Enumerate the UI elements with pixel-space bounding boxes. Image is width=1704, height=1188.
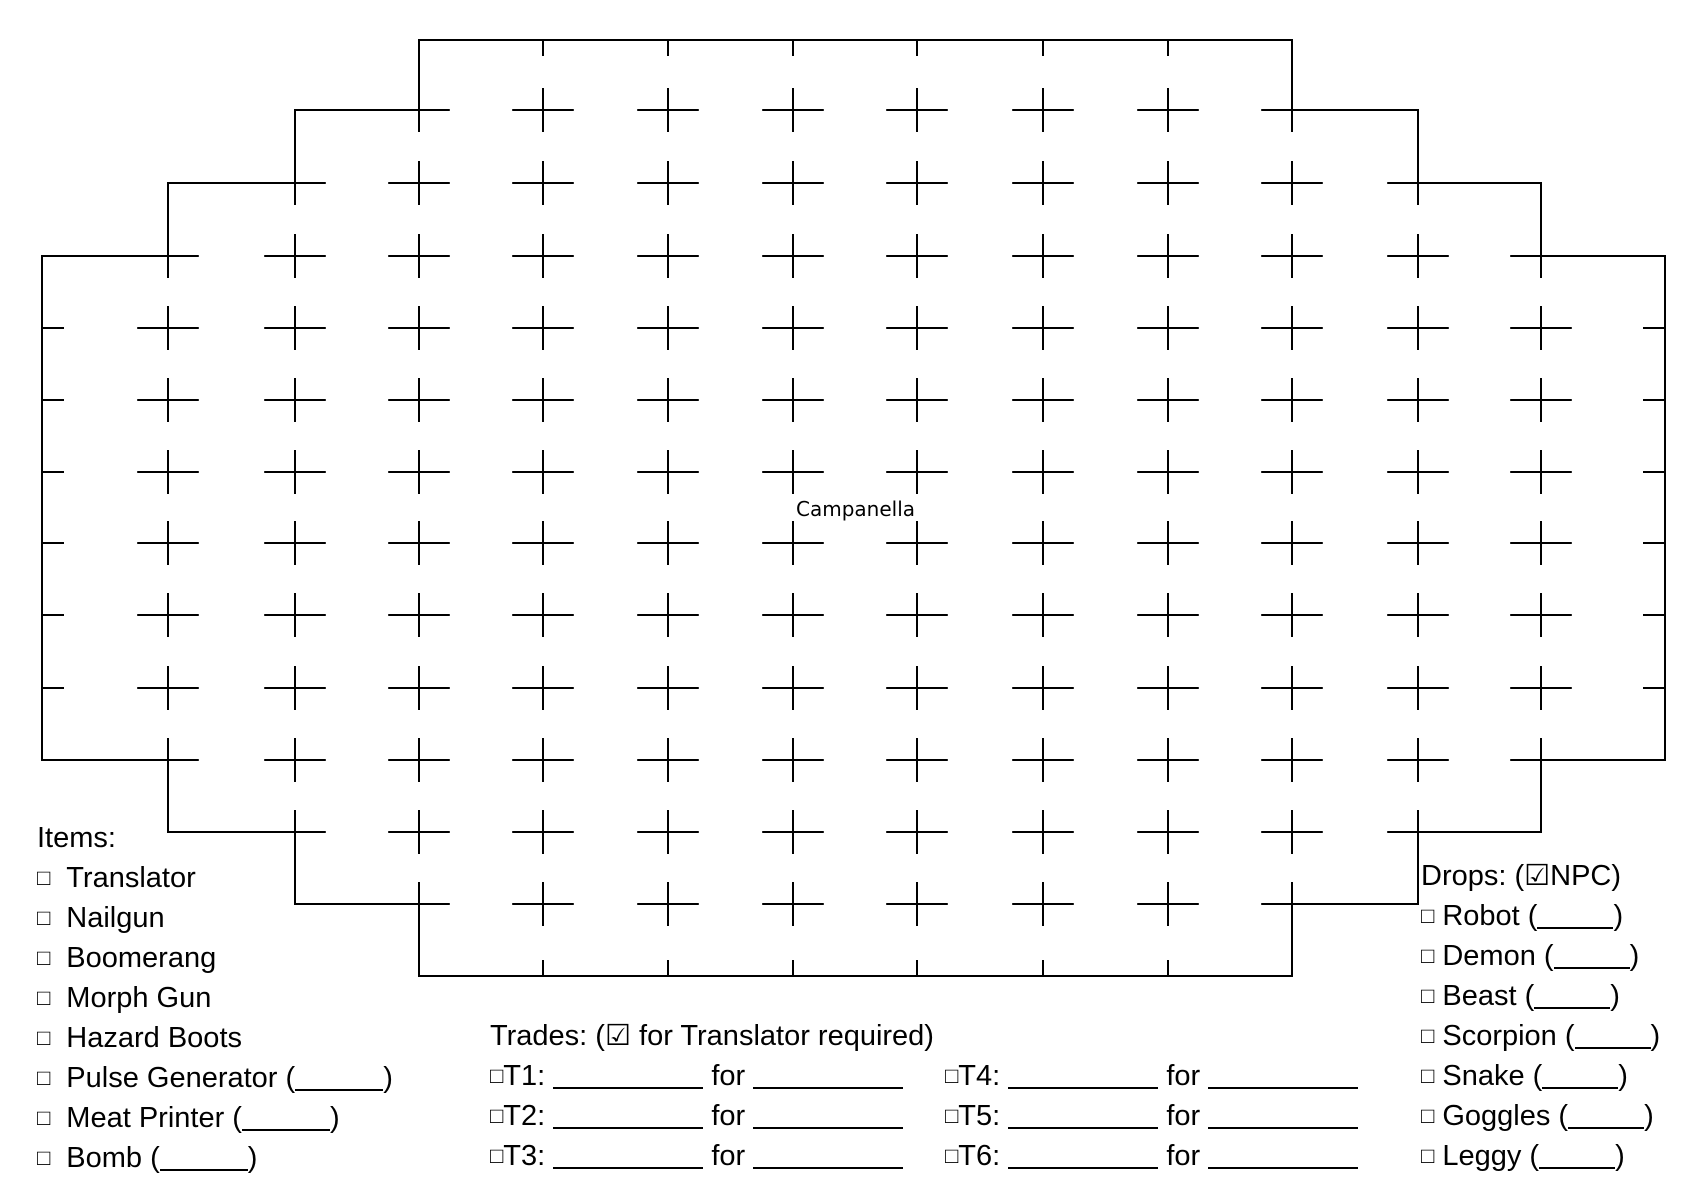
item-row <box>37 938 216 980</box>
checkbox[interactable]: □ <box>37 1105 51 1130</box>
trade-label: T4: <box>958 1060 1009 1092</box>
drop-row <box>1421 1136 1625 1178</box>
trade-for: for <box>703 1060 754 1092</box>
item-label: Pulse Generator ( <box>66 1062 296 1094</box>
drops-heading <box>1421 856 1621 896</box>
checkbox[interactable]: □ <box>37 1065 51 1090</box>
drop-close: ) <box>1610 980 1620 1012</box>
blank-line <box>1208 1141 1358 1169</box>
drop-label: Goggles ( <box>1434 1100 1569 1132</box>
drop-row <box>1421 1016 1660 1058</box>
checkbox[interactable]: □ <box>1421 903 1435 928</box>
blank-line <box>553 1061 703 1089</box>
item-close: ) <box>329 1102 340 1134</box>
item-label: Morph Gun <box>66 982 212 1014</box>
blank-line <box>553 1141 703 1169</box>
trade-label: T6: <box>958 1140 1009 1172</box>
trade-row <box>945 1056 1358 1098</box>
trade-for: for <box>703 1100 754 1132</box>
checkbox[interactable]: □ <box>945 1143 959 1168</box>
checkbox[interactable]: □ <box>490 1063 504 1088</box>
checkbox[interactable]: □ <box>1421 1063 1435 1088</box>
blank-line <box>753 1141 903 1169</box>
blank-line <box>1008 1101 1158 1129</box>
drops-heading-prefix: Drops: ( <box>1421 860 1525 892</box>
drop-label: Robot ( <box>1434 900 1538 932</box>
drop-close: ) <box>1615 1140 1625 1172</box>
trade-for: for <box>1158 1100 1209 1132</box>
item-row <box>37 1018 242 1060</box>
item-row <box>37 898 165 940</box>
item-row <box>37 858 196 900</box>
blank-line <box>1575 1021 1651 1049</box>
trade-row <box>945 1136 1358 1178</box>
checkbox[interactable]: □ <box>1421 983 1435 1008</box>
checkbox[interactable]: □ <box>37 905 51 930</box>
item-label: Bomb ( <box>66 1142 160 1174</box>
trades-heading <box>490 1016 934 1056</box>
drop-close: ) <box>1613 900 1624 932</box>
drop-row <box>1421 976 1620 1018</box>
item-row <box>37 1098 340 1140</box>
checkbox[interactable]: □ <box>945 1103 959 1128</box>
blank-line <box>1008 1141 1158 1169</box>
checkbox[interactable]: □ <box>37 945 51 970</box>
trade-for: for <box>1158 1140 1209 1172</box>
blank-line <box>1208 1101 1358 1129</box>
trades-heading-prefix: Trades: ( <box>490 1020 605 1052</box>
blank-line <box>1534 981 1610 1009</box>
item-label: Hazard Boots <box>66 1022 242 1054</box>
blank-line <box>753 1061 903 1089</box>
blank-line <box>295 1063 383 1091</box>
trades-heading-suffix: for Translator required) <box>630 1020 934 1052</box>
drop-row <box>1421 1056 1628 1098</box>
checkbox[interactable]: □ <box>945 1063 959 1088</box>
blank-line <box>1537 901 1613 929</box>
trade-label: T3: <box>503 1140 554 1172</box>
drop-close: ) <box>1650 1020 1661 1052</box>
item-label: Boomerang <box>66 942 217 974</box>
blank-line <box>1008 1061 1158 1089</box>
drop-close: ) <box>1618 1060 1628 1092</box>
blank-line <box>553 1101 703 1129</box>
drop-close: ) <box>1644 1100 1654 1132</box>
item-close: ) <box>383 1062 393 1094</box>
drop-row <box>1421 936 1639 978</box>
drop-close: ) <box>1629 940 1640 972</box>
checkbox[interactable]: □ <box>1421 1143 1435 1168</box>
checked-box-icon: ☑ <box>1524 860 1551 892</box>
location-label-campanella: Campanella <box>796 497 916 521</box>
trade-for: for <box>1158 1060 1209 1092</box>
trade-row <box>945 1096 1358 1138</box>
drop-label: Leggy ( <box>1434 1140 1540 1172</box>
item-label: Meat Printer ( <box>66 1102 242 1134</box>
item-label: Translator <box>66 862 196 894</box>
trade-label: T5: <box>958 1100 1009 1132</box>
blank-line <box>753 1101 903 1129</box>
checked-box-icon: ☑ <box>604 1020 631 1052</box>
item-row <box>37 1138 257 1180</box>
drop-row <box>1421 1096 1654 1138</box>
trade-row <box>490 1096 903 1138</box>
items-heading: Items: <box>37 822 116 854</box>
checkbox[interactable]: □ <box>490 1103 504 1128</box>
trade-row <box>490 1056 903 1098</box>
blank-line <box>160 1143 248 1171</box>
checkbox[interactable]: □ <box>490 1143 504 1168</box>
blank-line <box>1539 1141 1615 1169</box>
checkbox[interactable]: □ <box>37 985 51 1010</box>
trade-row <box>490 1136 903 1178</box>
checkbox[interactable]: □ <box>37 865 51 890</box>
trade-for: for <box>703 1140 754 1172</box>
item-row <box>37 978 211 1020</box>
item-label: Nailgun <box>66 902 165 934</box>
blank-line <box>1554 941 1630 969</box>
checkbox[interactable]: □ <box>37 1145 51 1170</box>
blank-line <box>242 1103 330 1131</box>
item-close: ) <box>247 1142 258 1174</box>
drop-label: Scorpion ( <box>1434 1020 1575 1052</box>
blank-line <box>1568 1101 1644 1129</box>
trade-label: T2: <box>503 1100 554 1132</box>
drop-label: Snake ( <box>1434 1060 1543 1092</box>
drop-row <box>1421 896 1623 938</box>
drop-label: Beast ( <box>1434 980 1535 1012</box>
checkbox[interactable]: □ <box>1421 1103 1435 1128</box>
drops-heading-suffix: NPC) <box>1550 860 1622 892</box>
checkbox[interactable]: □ <box>1421 1023 1435 1048</box>
blank-line <box>1542 1061 1618 1089</box>
drop-label: Demon ( <box>1434 940 1554 972</box>
item-row <box>37 1058 393 1100</box>
checkbox[interactable]: □ <box>37 1025 51 1050</box>
blank-line <box>1208 1061 1358 1089</box>
trade-label: T1: <box>503 1060 554 1092</box>
checkbox[interactable]: □ <box>1421 943 1435 968</box>
